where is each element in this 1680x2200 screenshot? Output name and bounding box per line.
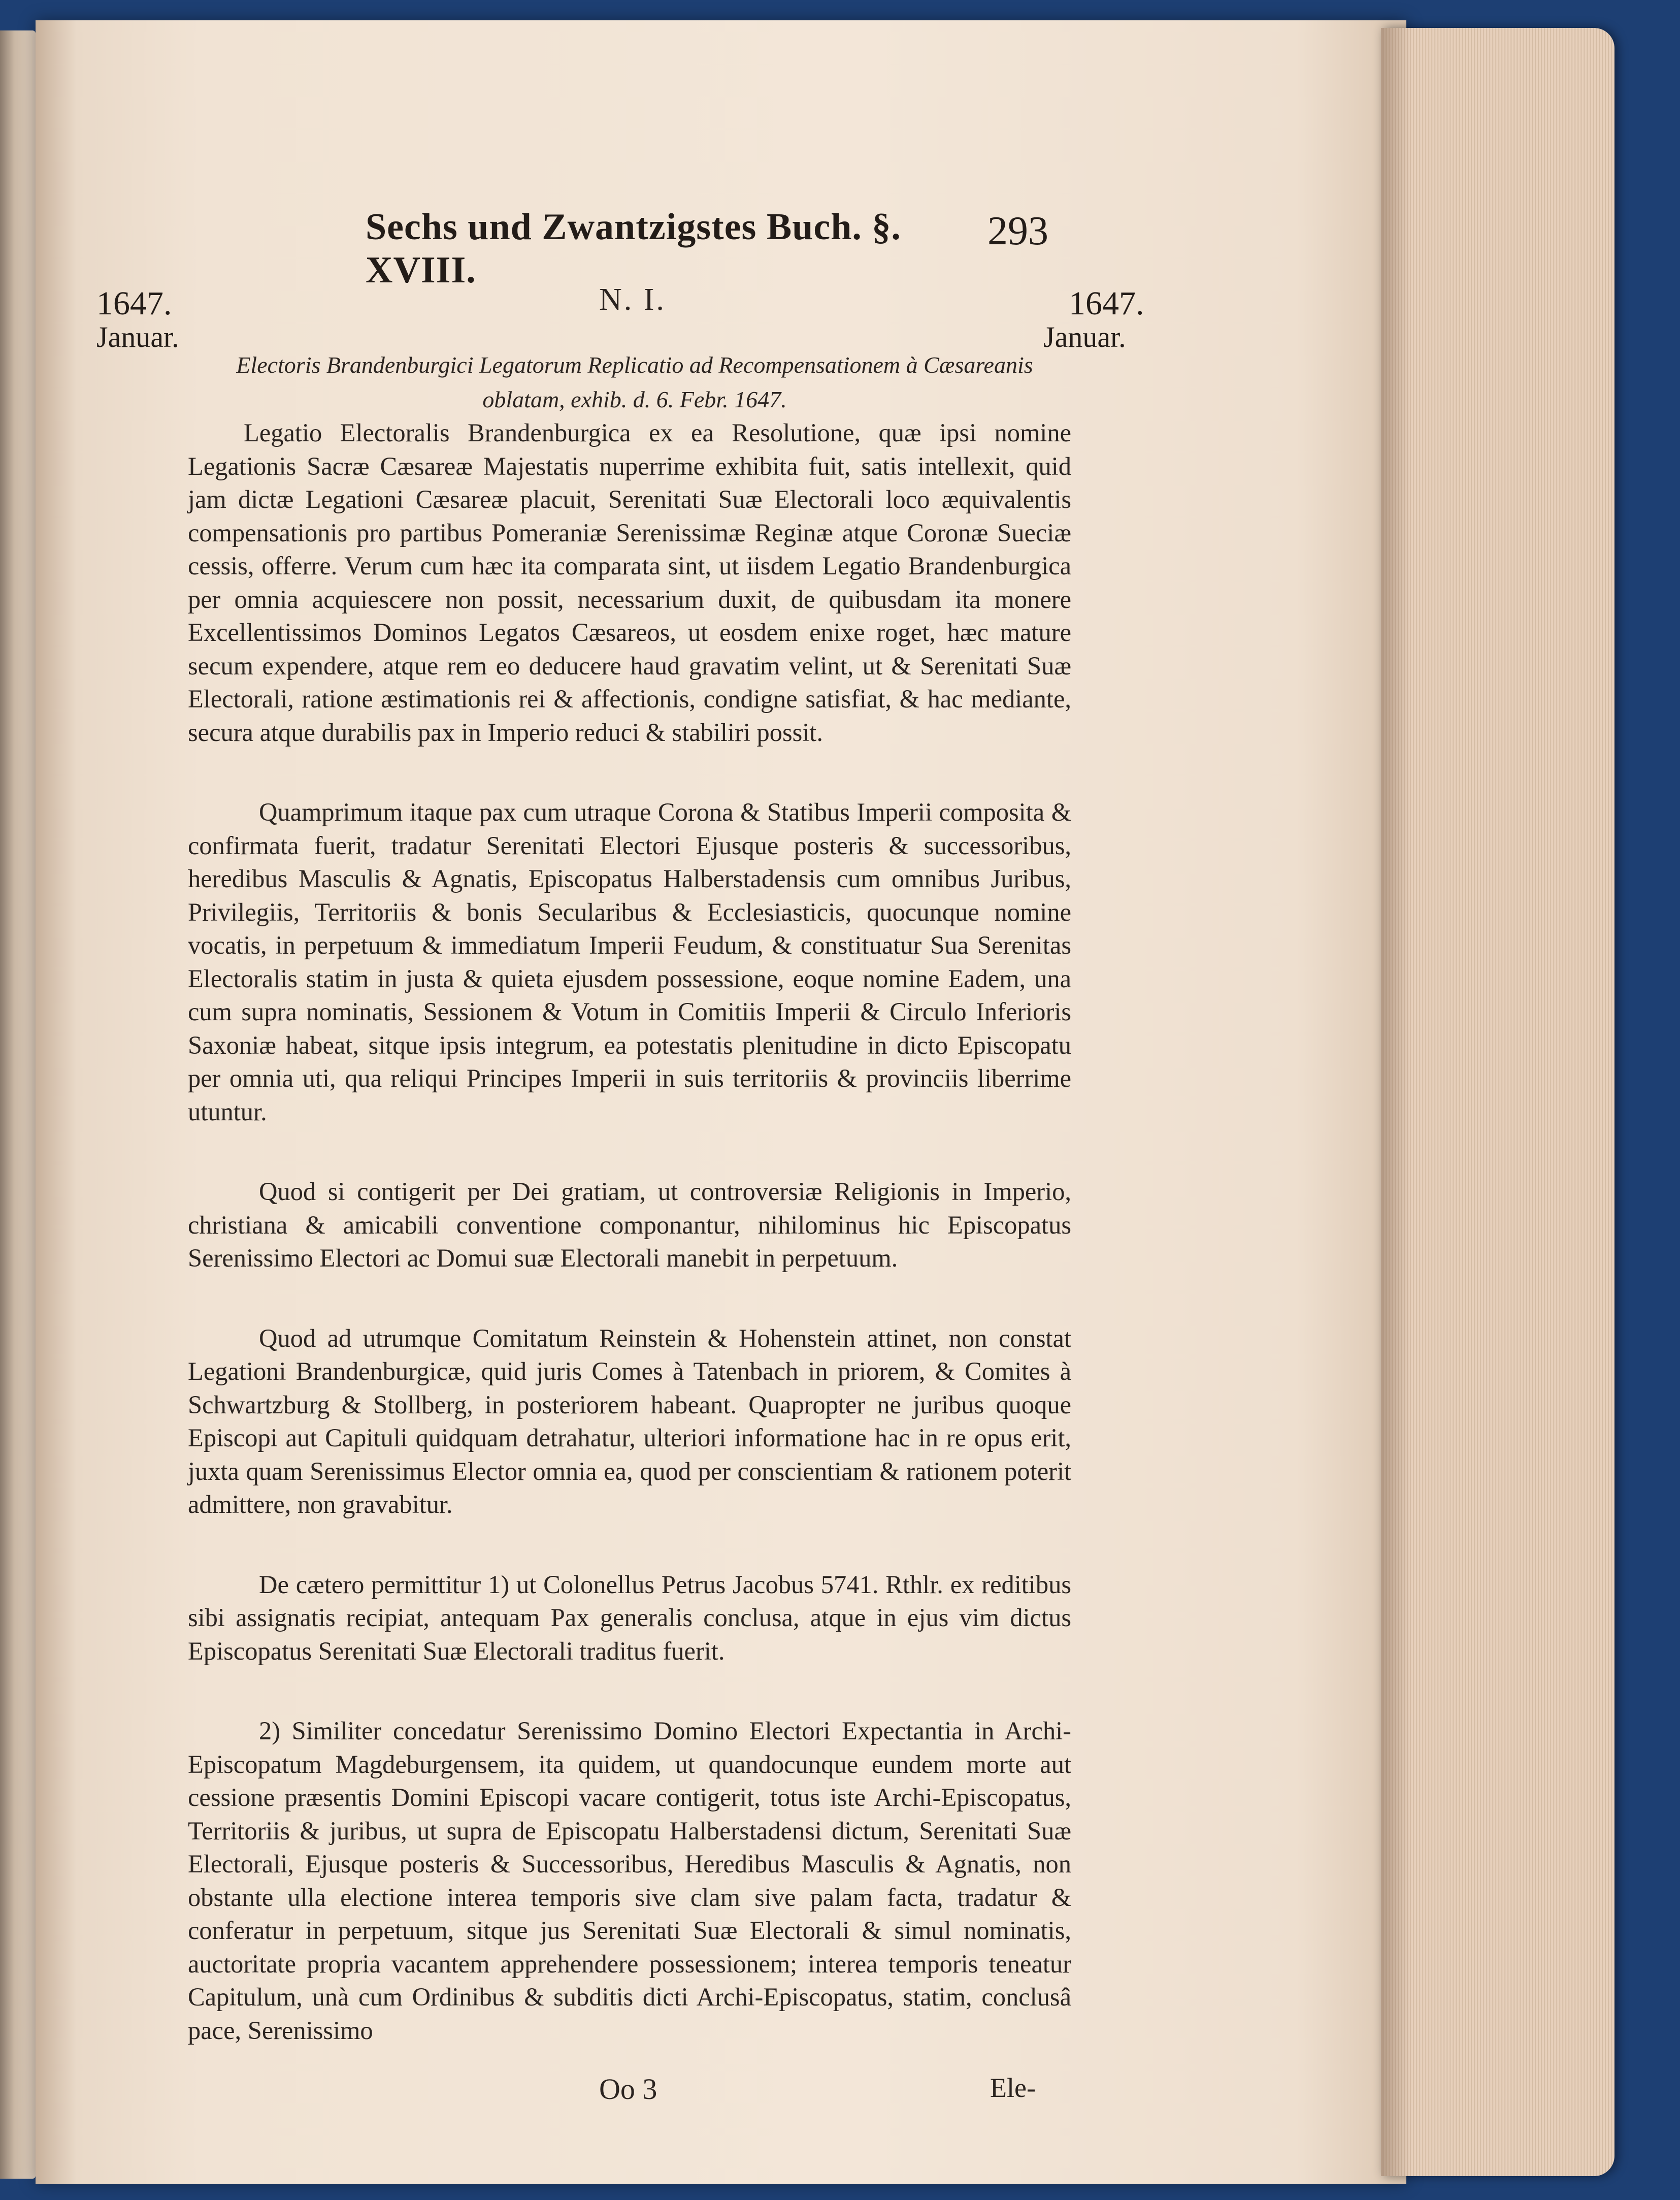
paragraph: De cætero permittitur 1) ut Colonellus Petrus Jacobus 5741. Rthlr. ex reditibus sibi assignatis recipiat, antequam Pax generalis conclusa, atque in ejus vim dictus Episcopatus Serenitati Suæ Electorali traditus fuerit.: [188, 1570, 1071, 1665]
paragraph: Quod ad utrumque Comitatum Reinstein & Hohenstein attinet, non constat Legationi Brandenburgicæ, quid juris Comes à Tatenbach in priorem, & Comites à Schwartzburg & Stollberg, in posteriorem habeant. Quapropter ne juribus quoque Episcopi aut Capituli quidquam detrahatur, ulteriori informatione hac in re opus erit, juxta quam Serenissimus Elector omnia ea, quod per conscientiam & rationem poterit admittere, non gravabitur.: [188, 1323, 1071, 1518]
heading-line: oblatam, exhib. d. 6. Febr. 1647.: [482, 386, 787, 412]
gutter-shadow: [1381, 28, 1411, 2176]
paragraph: Quamprimum itaque pax cum utraque Corona & Statibus Imperii composita & confirmata fuerit, tradatur Serenitati Electori Ejusque posteris & successoribus, heredibus Masculis & Agnatis, Episcopatus Halberstadensis cum omnibus Juribus, Privilegiis, Territoriis & bonis Secularibus & Ecclesiasticis, quocunque nomine vocatis, in perpetuum & immediatum Imperii Feudum, & constituatur Sua Serenitas Electoralis statim in justa & quieta ejusdem possessione, eoque nomine Eadem, una cum supra nominatis, Sessionem & Votum in Comitiis Imperii & Circulo Inferioris Saxoniæ habeat, sitque ipsis integrum, ea potestatis plenitudine in dicto Episcopatu per omnia uti, qua reliqui Principes Imperii in suis territoriis & provinciis liberrime utuntur.: [188, 798, 1071, 1126]
catchword: Ele-: [990, 2073, 1036, 2103]
page-number: 293: [987, 209, 1048, 253]
margin-year-left: 1647.: [96, 285, 172, 322]
previous-page-edge: [0, 30, 36, 2179]
margin-month-right: Januar.: [1043, 320, 1126, 353]
body-text: [188, 416, 1071, 2094]
margin-year-right: 1647.: [1069, 285, 1144, 322]
heading-line: Electoris Brandenburgici Legatorum Replicatio ad Recompensationem à Cæsareanis: [236, 352, 1033, 378]
page-block-edge: [1381, 28, 1615, 2176]
document-heading: [198, 348, 1071, 417]
running-title: Sechs und Zwantzigstes Buch. §. XVIII.: [366, 206, 901, 291]
paragraph: 2) Similiter concedatur Serenissimo Domino Electori Expectantia in Archi-Episcopatum Magdeburgensem, ita quidem, ut quandocunque eundem morte aut cessione præsentis Domini Episcopi vacare contigerit, totus iste Archi-Episcopatus, Territoriis & juribus, ut supra de Episcopatu Halberstadensi dictum, Serenitati Suæ Electorali, Ejusque posteris & Successoribus, Heredibus Masculis & Agnatis, non obstante ulla electione interea temporis sive clam sive palam facta, tradatur & conferatur in perpetuum, sitque jus Serenitati Suæ Electorali & simul nominatis, auctoritate propria vacantem apprehendere possessionem; interea temporis teneatur Capitulum, unà cum Ordinibus & subditis dicti Archi-Episcopatus, statim, conclusâ pace, Serenissimo: [188, 1717, 1071, 2045]
paragraph: Legatio Electoralis Brandenburgica ex ea Resolutione, quæ ipsi nomine Legationis Sacræ Cæsareæ Majestatis nuperrime exhibita fuit, satis intellexit, quid jam dictæ Legationi Cæsareæ placuit, Serenitati Suæ Electorali loco æquivalentis compensationis pro partibus Pomeraniæ Serenissimæ Reginæ atque Coronæ Sueciæ cessis, offerre. Verum cum hæc ita comparata sint, ut iisdem Legatio Brandenburgica per omnia acquiescere non possit, necessarium duxit, de quibusdam ita monere Excellentissimos Dominos Legatos Cæsareos, ut eosdem enixe roget, hæc mature secum expendere, atque rem eo deducere haud gravatim velint, ut & Serenitati Suæ Electorali, ratione æstimationis rei & affectionis, condigne satisfiat, & hac mediante, secura atque durabilis pax in Imperio reduci & stabiliri possit.: [188, 418, 1071, 747]
section-number: N. I.: [599, 282, 666, 317]
margin-month-left: Januar.: [96, 320, 179, 353]
signature-mark: Oo 3: [599, 2073, 657, 2106]
paragraph: Quod si contigerit per Dei gratiam, ut controversiæ Religionis in Imperio, christiana & amicabili conventione componantur, nihilominus hic Episcopatus Serenissimo Electori ac Domui suæ Electorali manebit in perpetuum.: [188, 1177, 1071, 1272]
